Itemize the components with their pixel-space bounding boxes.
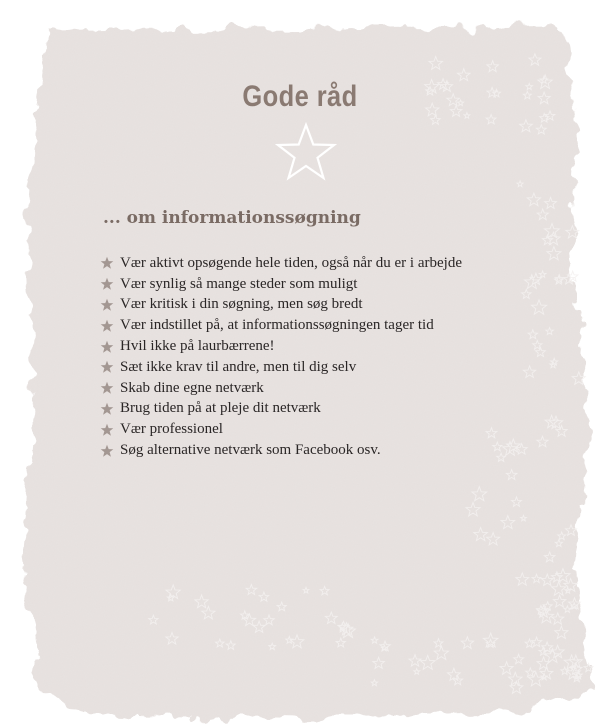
star-bullet-icon: [100, 277, 114, 291]
advice-text: Vær synlig så mange steder som muligt: [120, 275, 358, 292]
advice-text: Skab dine egne netværk: [120, 379, 264, 396]
advice-list: [100, 253, 462, 461]
star-bullet-icon: [100, 256, 114, 270]
list-item: [100, 336, 462, 357]
star-bullet-icon: [100, 340, 114, 354]
list-item: [100, 357, 462, 378]
advice-text: Vær professionel: [120, 421, 223, 438]
list-item: [100, 399, 462, 420]
section-subtitle: ... om informationssøgning: [103, 208, 361, 228]
star-bullet-icon: [100, 444, 114, 458]
advice-text: Vær indstillet på, at informationssøgningen tager tid: [120, 317, 434, 334]
list-item: [100, 440, 462, 461]
star-bullet-icon: [100, 381, 114, 395]
advice-text: Vær kritisk i din søgning, men søg bredt: [120, 296, 363, 313]
list-item: [100, 315, 462, 336]
star-bullet-icon: [100, 402, 114, 416]
star-bullet-icon: [100, 319, 114, 333]
star-bullet-icon: [100, 298, 114, 312]
advice-text: Sæt ikke krav til andre, men til dig selv: [120, 358, 357, 375]
star-bullet-icon: [100, 360, 114, 374]
advice-text: Brug tiden på at pleje dit netværk: [120, 400, 321, 417]
advice-text: Vær aktivt opsøgende hele tiden, også når du er i arbejde: [120, 254, 462, 271]
star-bullet-icon: [100, 423, 114, 437]
advice-text: Hvil ikke på laurbærrene!: [120, 338, 275, 355]
page-title: Gode råd: [242, 80, 358, 113]
list-item: [100, 295, 462, 316]
list-item: [100, 419, 462, 440]
list-item: [100, 378, 462, 399]
advice-text: Søg alternative netværk som Facebook osv.: [120, 442, 381, 459]
star-outline-icon: [275, 122, 337, 182]
list-item: [100, 274, 462, 295]
list-item: [100, 253, 462, 274]
